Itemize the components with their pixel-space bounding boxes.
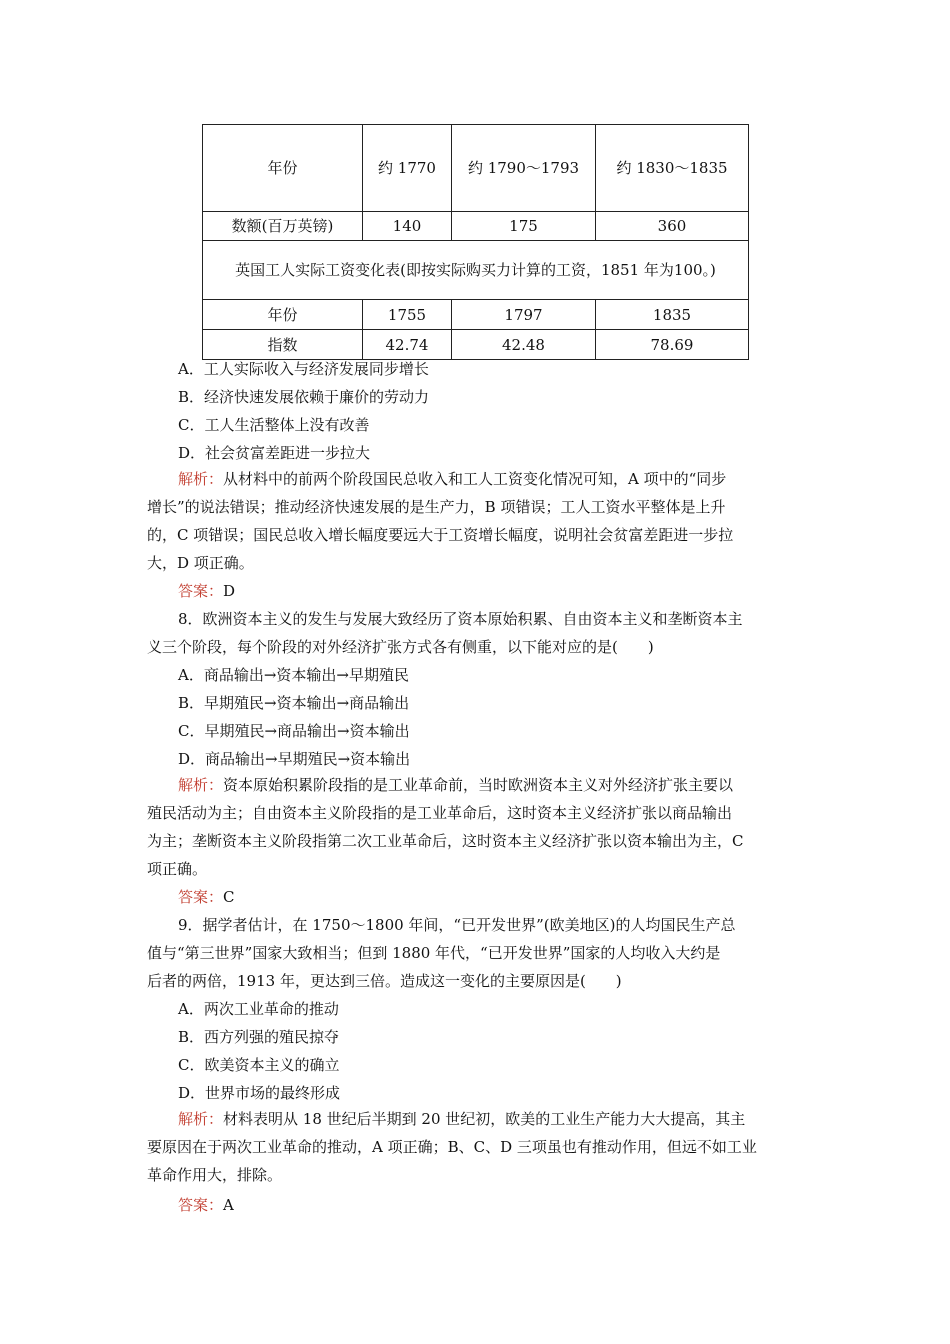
- analysis-line: 的，C 项错误；国民总收入增长幅度要远大于工资增长幅度，说明社会贫富差距进一步拉: [147, 526, 734, 544]
- table-cell: 年份: [203, 125, 363, 212]
- option-b: B．经济快速发展依赖于廉价的劳动力: [178, 388, 430, 406]
- analysis-label: 解析：: [178, 1110, 224, 1128]
- table-cell: 约 1830～1835: [596, 125, 749, 212]
- table-cell: 年份: [203, 300, 363, 330]
- table-cell: 约 1790～1793: [452, 125, 596, 212]
- option-c: C．欧美资本主义的确立: [178, 1056, 340, 1074]
- analysis-label: 解析：: [178, 776, 224, 794]
- table-cell: 175: [452, 212, 596, 241]
- table-cell: 约 1770: [363, 125, 452, 212]
- question-stem: 8．欧洲资本主义的发生与发展大致经历了资本原始积累、自由资本主义和垄断资本主: [178, 610, 743, 628]
- table-cell: 42.74: [363, 330, 452, 360]
- option-c: C．早期殖民→商品输出→资本输出: [178, 722, 410, 740]
- option-d: D．世界市场的最终形成: [178, 1084, 341, 1102]
- table-cell: 140: [363, 212, 452, 241]
- analysis-line: 解析：材料表明从 18 世纪后半期到 20 世纪初，欧美的工业生产能力大大提高，其主: [178, 1110, 746, 1128]
- answer-line: [178, 886, 235, 907]
- table-header-row: [203, 125, 749, 212]
- answer-line: [178, 1194, 234, 1215]
- analysis-line: 增长”的说法错误；推动经济快速发展的是生产力，B 项错误；工人工资水平整体是上升: [147, 498, 726, 516]
- option-a: A．工人实际收入与经济发展同步增长: [178, 360, 429, 378]
- answer-value: C: [223, 888, 235, 906]
- answer-value: A: [223, 1196, 234, 1214]
- option-d: D．商品输出→早期殖民→资本输出: [178, 750, 411, 768]
- analysis-line: 革命作用大，排除。: [147, 1166, 283, 1184]
- analysis-line: 大，D 项正确。: [147, 554, 254, 572]
- table-row: [203, 330, 749, 360]
- question-stem: 值与“第三世界”国家大致相当；但到 1880 年代，“已开发世界”国家的人均收入大约是: [147, 944, 721, 962]
- analysis-line: 为主；垄断资本主义阶段指第二次工业革命后，这时资本主义经济扩张以资本输出为主，C: [147, 832, 744, 850]
- analysis-line: 殖民活动为主；自由资本主义阶段指的是工业革命后，这时资本主义经济扩张以商品输出: [147, 804, 733, 822]
- option-c: C．工人生活整体上没有改善: [178, 416, 370, 434]
- table-cell: 42.48: [452, 330, 596, 360]
- data-table: [202, 124, 749, 360]
- table-caption-row: [203, 241, 749, 300]
- table-cell: 数额(百万英镑): [203, 212, 363, 241]
- table-cell: 1835: [596, 300, 749, 330]
- analysis-line: 解析：资本原始积累阶段指的是工业革命前，当时欧洲资本主义对外经济扩张主要以: [178, 776, 734, 794]
- option-a: A．商品输出→资本输出→早期殖民: [178, 666, 409, 684]
- table-cell: 指数: [203, 330, 363, 360]
- analysis-line: 项正确。: [147, 860, 208, 878]
- option-d: D．社会贫富差距进一步拉大: [178, 444, 371, 462]
- table-caption: 英国工人实际工资变化表(即按实际购买力计算的工资，1851 年为100。): [203, 241, 749, 300]
- answer-label: 答案：: [178, 582, 224, 600]
- option-b: B．西方列强的殖民掠夺: [178, 1028, 340, 1046]
- answer-label: 答案：: [178, 888, 224, 906]
- analysis-label: 解析：: [178, 470, 224, 488]
- answer-line: [178, 580, 235, 601]
- analysis-line: 要原因在于两次工业革命的推动，A 项正确；B、C、D 三项虽也有推动作用，但远不如工业: [147, 1138, 757, 1156]
- question-stem: 后者的两倍，1913 年，更达到三倍。造成这一变化的主要原因是( ): [147, 972, 622, 990]
- analysis-line: 解析：从材料中的前两个阶段国民总收入和工人工资变化情况可知，A 项中的“同步: [178, 470, 727, 488]
- table-row: [203, 212, 749, 241]
- table-cell: 1755: [363, 300, 452, 330]
- question-stem: 义三个阶段，每个阶段的对外经济扩张方式各有侧重，以下能对应的是( ): [147, 638, 654, 656]
- answer-label: 答案：: [178, 1196, 224, 1214]
- table-cell: 360: [596, 212, 749, 241]
- question-stem: 9．据学者估计，在 1750～1800 年间，“已开发世界”(欧美地区)的人均国民生产总: [178, 916, 736, 934]
- table-cell: 78.69: [596, 330, 749, 360]
- table-cell: 1797: [452, 300, 596, 330]
- answer-value: D: [223, 582, 236, 600]
- table-header-row: [203, 300, 749, 330]
- option-a: A．两次工业革命的推动: [178, 1000, 339, 1018]
- option-b: B．早期殖民→资本输出→商品输出: [178, 694, 410, 712]
